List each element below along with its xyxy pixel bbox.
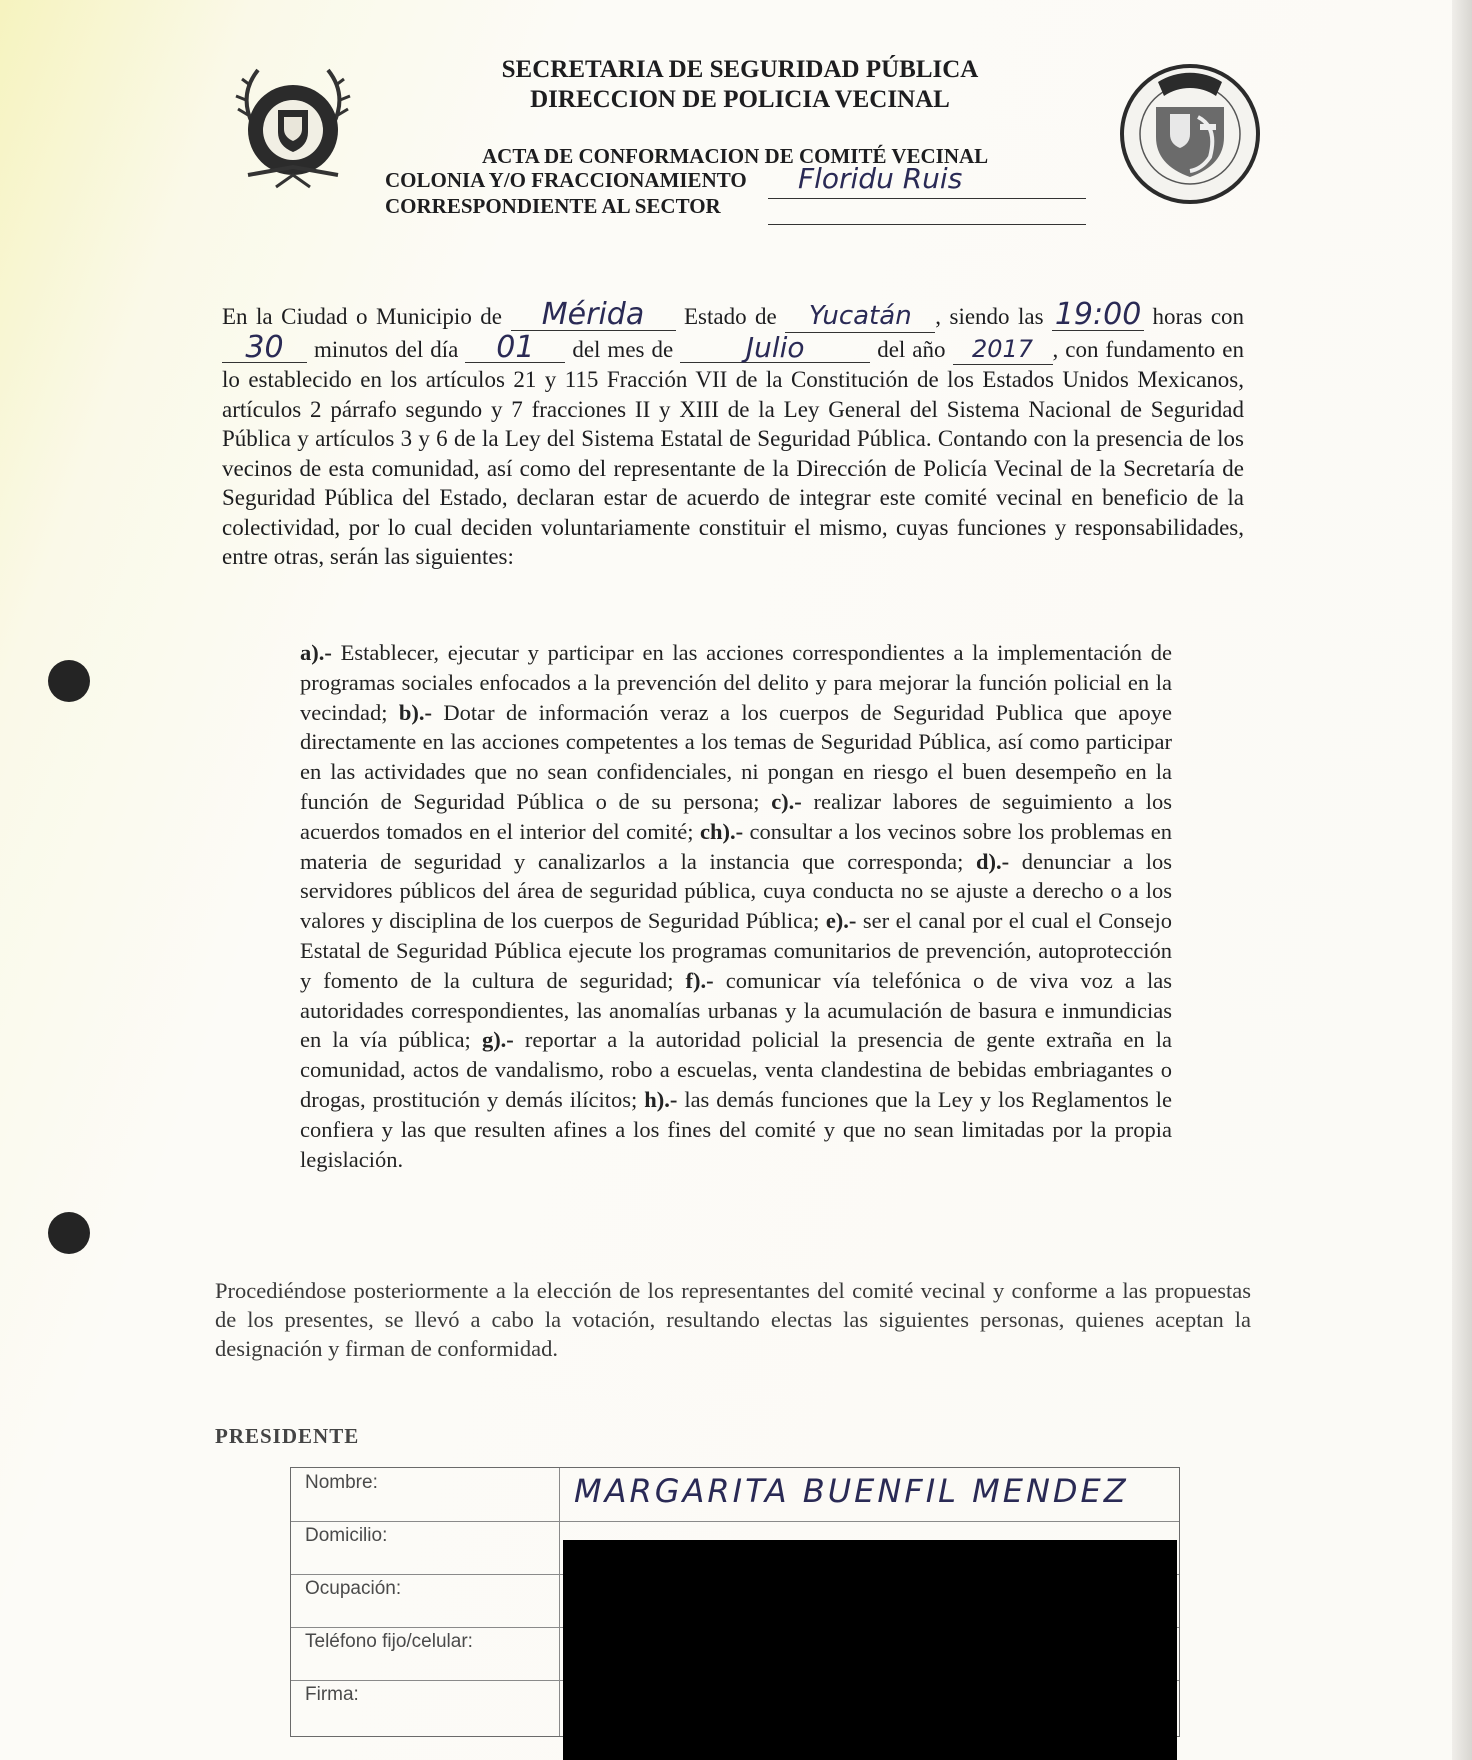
function-text: Dotar de información veraz a los cuerpos de Seguridad Publica que apoye directamente en las acciones competentes a los temas de Seguridad Pública, así como participar en las actividades que no sean confidenciales, ni pongan en riesgo el buen desempeño en la función de Seguridad Pública o de su persona; [300,699,1172,814]
redaction-block [563,1540,1177,1760]
header-secretaria: SECRETARIA DE SEGURIDAD PÚBLICA [501,56,979,83]
function-text: ser el canal por el cual el Consejo Estatal de Seguridad Pública ejecute los programas comunitarios de prevención, autoprotección y fomento de la cultura de seguridad; [300,908,1172,993]
field-label: Nombre: [305,1472,378,1493]
dia-value: 01 [465,333,565,364]
field-label: Domicilio: [305,1525,388,1546]
mes-value: Julio [680,333,870,364]
intro-text: minutos del día [314,336,459,362]
functions-list [300,638,1172,1174]
field-label: Teléfono fijo/celular: [305,1631,473,1652]
page-edge-shadow [1452,0,1472,1760]
minutos-value: 30 [222,333,307,364]
header-direccion: DIRECCION DE POLICIA VECINAL [530,86,950,113]
function-label: b).- [398,699,432,725]
function-label: e).- [825,908,857,934]
hora-value: 19:00 [1052,300,1144,331]
president-title: PRESIDENTE [215,1424,360,1448]
acta-title: ACTA DE CONFORMACION DE COMITÉ VECINAL [482,144,989,168]
punch-hole [48,1212,90,1254]
intro-text: del mes de [572,336,674,362]
intro-text: del año [877,336,946,362]
colonia-field [768,162,1086,199]
column-divider [559,1468,560,1736]
colonia-label: COLONIA Y/O FRACCIONAMIENTO [385,168,747,192]
function-text: consultar a los vecinos sobre los problemas en materia de seguridad y canalizarlos a la instancia que corresponda; [300,818,1172,874]
intro-text: En la Ciudad o Municipio de [222,304,503,329]
function-label: f).- [685,967,714,993]
intro-text: , con fundamento en lo establecido en los artículos 21 y 115 Fracción VII de la Constitución de los Estados Unidos Mexicanos, artículos 2 párrafo segundo y 7 fracciones II y XIII de la Ley General del Sistema Nacional de Seguridad Pública y artículos 3 y 6 de la Ley del Sistema Estatal de Seguridad Pública. Contando con la presencia de los vecinos de esta comunidad, así como del representante de la Dirección de Policía Vecinal de la Secretaría de Seguridad Pública del Estado, declaran estar de acuerdo de integrar este comité vecinal en beneficio de la colectividad, por lo cual deciden voluntariamente constituir el mismo, cuyas funciones y responsabilidades, entre otras, serán las siguientes: [222,336,1245,569]
colonia-value: Floridu Ruis [798,162,963,195]
intro-text: Estado de [683,304,777,329]
function-text: reportar a la autoridad policial la presencia de gente extraña en la comunidad, actos de vandalismo, robo a escuelas, venta clandestina de bebidas embriagantes o drogas, prostitución y demás ilícitos; [300,1027,1172,1112]
punch-hole [48,660,90,702]
anio-value: 2017 [953,335,1053,366]
sector-field [768,196,1086,225]
estado-value: Yucatán [785,302,935,333]
intro-paragraph [222,297,1245,572]
nombre-value: MARGARITA BUENFIL MENDEZ [574,1472,1129,1510]
function-label: c).- [771,788,802,814]
sector-label: CORRESPONDIENTE AL SECTOR [385,194,721,218]
function-label: a).- [300,640,332,665]
function-label: g).- [481,1027,514,1053]
municipio-value: Mérida [511,300,676,331]
police-emblem-icon [228,55,358,195]
function-text: realizar labores de seguimiento a los acuerdos tomados en el interior del comité; [300,788,1173,844]
function-label: ch).- [699,818,744,844]
function-text: Establecer, ejecutar y participar en las acciones correspondientes a la implementación de programas sociales enfocados a la prevención del delito y para mejorar la función policial en la vecindad; [300,640,1172,725]
closing-paragraph: Procediéndose posteriormente a la elección de los representantes del comité vecinal y conforme a las propuestas de los presentes, se llevó a cabo la votación, resultando electas las siguientes personas, quienes aceptan la designación y firman de conformidad. [215,1278,1251,1361]
council-seal-icon [1118,62,1262,206]
field-label: Firma: [305,1684,359,1705]
field-row-nombre [291,1468,1179,1522]
function-label: d).- [976,848,1010,874]
intro-text: , siendo las [935,304,1044,329]
function-text: las demás funciones que la Ley y los Reglamentos le confiera y las que resulten afines a los fines del comité y que no sean limitadas por la propia legislación. [300,1086,1172,1172]
field-label: Ocupación: [305,1578,402,1599]
function-text: comunicar vía telefónica o de viva voz a las autoridades correspondientes, las anomalías urbanas y la acumulación de basura e inmundicias en la vía pública; [300,967,1173,1053]
function-label: h).- [644,1086,678,1112]
function-text: denunciar a los servidores públicos del área de seguridad pública, cuya conducta no se ajuste a derecho o a los valores y disciplina de los cuerpos de Seguridad Pública; [300,848,1173,934]
intro-text: horas con [1152,304,1245,329]
